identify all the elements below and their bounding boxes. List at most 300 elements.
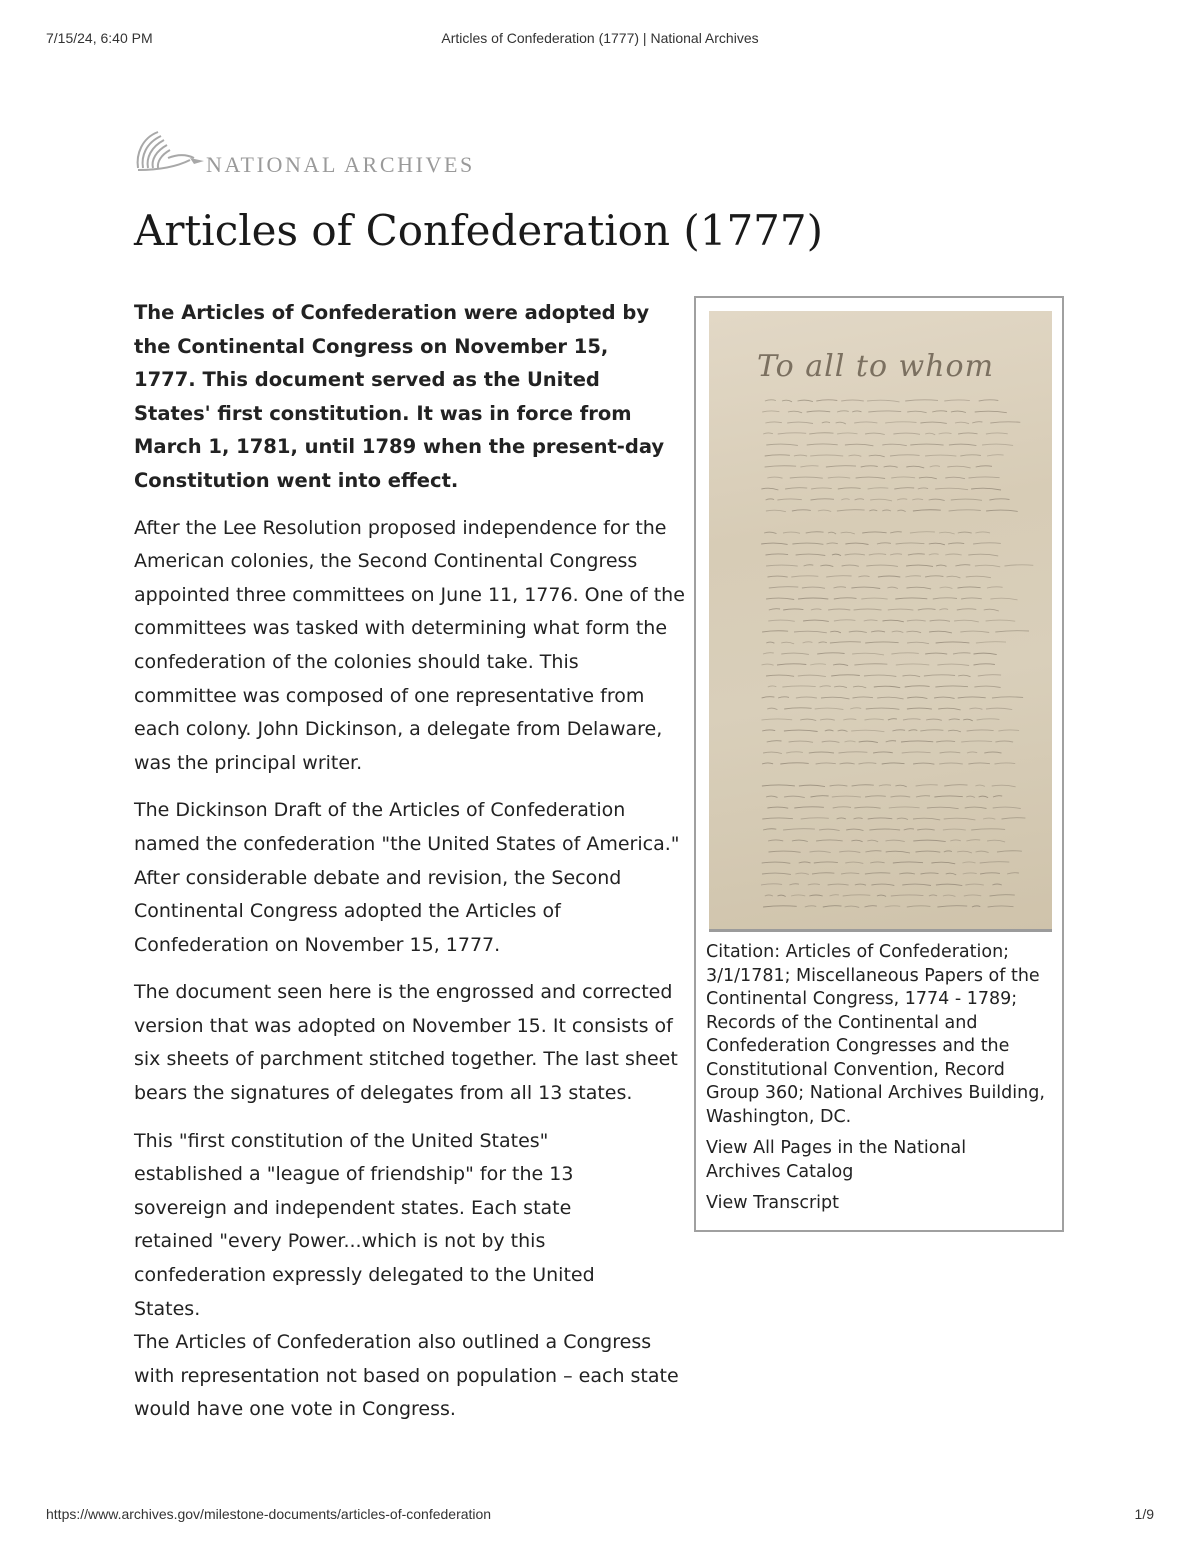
handwriting-stroke bbox=[916, 796, 930, 797]
body-paragraph-2: The Dickinson Draft of the Articles of Confederation named the confederation "the United States of America." After considerable debate and revision, the Second Continental Congress adopted the Articles of Confederation on November 15, 1777. bbox=[134, 799, 680, 956]
handwriting-stroke bbox=[777, 499, 801, 500]
handwriting-stroke bbox=[932, 411, 947, 412]
handwriting-stroke bbox=[811, 796, 829, 797]
national-archives-logo[interactable] bbox=[134, 128, 474, 178]
handwriting-stroke bbox=[907, 906, 931, 907]
handwriting-stroke bbox=[944, 400, 970, 401]
handwriting-stroke bbox=[803, 620, 829, 621]
handwriting-stroke bbox=[852, 411, 861, 412]
handwriting-stroke bbox=[841, 873, 859, 874]
handwriting-stroke bbox=[893, 433, 920, 434]
handwriting-stroke bbox=[940, 752, 961, 753]
handwriting-stroke bbox=[854, 807, 880, 808]
handwriting-stroke bbox=[987, 455, 1004, 456]
handwriting-stroke bbox=[958, 675, 970, 677]
handwriting-stroke bbox=[766, 796, 777, 797]
handwriting-stroke bbox=[986, 708, 1012, 709]
handwriting-stroke bbox=[843, 719, 856, 720]
handwriting-stroke bbox=[869, 829, 900, 830]
handwriting-stroke bbox=[831, 675, 860, 676]
handwriting-stroke bbox=[920, 422, 946, 423]
handwriting-stroke bbox=[951, 499, 982, 500]
handwriting-stroke bbox=[856, 477, 886, 478]
handwriting-stroke bbox=[990, 598, 1017, 600]
handwriting-stroke bbox=[958, 433, 977, 434]
handwriting-stroke bbox=[995, 741, 1013, 742]
handwriting-stroke bbox=[778, 433, 807, 434]
handwriting-stroke bbox=[916, 785, 938, 786]
handwriting-stroke bbox=[899, 873, 915, 874]
handwriting-stroke bbox=[886, 741, 896, 742]
print-page-title: Articles of Confederation (1777) | National Archives bbox=[441, 30, 759, 46]
handwriting-stroke bbox=[943, 895, 956, 896]
handwriting-stroke bbox=[859, 741, 878, 742]
handwriting-stroke bbox=[800, 466, 818, 467]
handwriting-stroke bbox=[798, 598, 828, 599]
handwriting-stroke bbox=[883, 620, 904, 622]
handwriting-stroke bbox=[893, 862, 923, 863]
handwriting-stroke bbox=[865, 642, 898, 643]
handwriting-stroke bbox=[891, 477, 915, 478]
handwriting-stroke bbox=[976, 466, 992, 467]
handwriting-stroke bbox=[980, 862, 1010, 863]
handwriting-stroke bbox=[895, 785, 906, 787]
handwriting-stroke bbox=[820, 719, 835, 720]
handwriting-stroke bbox=[901, 741, 933, 742]
handwriting-stroke bbox=[837, 411, 849, 412]
handwriting-stroke bbox=[818, 510, 831, 511]
handwriting-stroke bbox=[975, 532, 990, 533]
handwriting-stroke bbox=[902, 884, 931, 885]
handwriting-stroke bbox=[992, 697, 1023, 698]
handwriting-stroke bbox=[828, 532, 836, 534]
image-heading-script: To all to whom bbox=[757, 349, 995, 384]
articles-of-confederation-image[interactable] bbox=[709, 311, 1052, 932]
handwriting-stroke bbox=[889, 807, 920, 808]
handwriting-stroke bbox=[781, 642, 794, 644]
handwriting-stroke bbox=[834, 598, 857, 599]
handwriting-stroke bbox=[859, 763, 877, 764]
handwriting-stroke bbox=[865, 433, 885, 434]
handwriting-stroke bbox=[802, 587, 825, 588]
handwriting-stroke bbox=[944, 818, 976, 820]
handwriting-stroke bbox=[969, 708, 982, 709]
handwriting-stroke bbox=[828, 884, 849, 885]
handwriting-stroke bbox=[877, 697, 903, 699]
handwriting-stroke bbox=[767, 741, 782, 742]
handwriting-stroke bbox=[784, 796, 805, 797]
handwriting-stroke bbox=[762, 785, 795, 786]
handwriting-stroke bbox=[939, 763, 963, 764]
handwriting-stroke bbox=[821, 697, 850, 699]
handwriting-stroke bbox=[948, 543, 964, 544]
figure-caption bbox=[706, 941, 1046, 1224]
handwriting-stroke bbox=[867, 840, 878, 842]
handwriting-stroke bbox=[817, 653, 844, 654]
handwriting-stroke bbox=[852, 653, 884, 655]
handwriting-stroke bbox=[938, 708, 960, 710]
handwriting-stroke bbox=[910, 532, 935, 533]
handwriting-stroke bbox=[1005, 565, 1034, 566]
handwriting-stroke bbox=[920, 730, 943, 731]
handwriting-stroke bbox=[877, 543, 891, 544]
handwriting-stroke bbox=[783, 829, 815, 830]
handwriting-stroke bbox=[890, 554, 902, 555]
handwriting-stroke bbox=[849, 455, 862, 456]
handwriting-stroke bbox=[845, 906, 860, 907]
handwriting-stroke bbox=[838, 730, 848, 731]
handwriting-stroke bbox=[907, 697, 927, 698]
handwriting-stroke bbox=[965, 807, 987, 808]
handwriting-stroke bbox=[897, 818, 908, 819]
handwriting-stroke bbox=[917, 829, 935, 830]
body-paragraph-3: The document seen here is the engrossed and corrected version that was adopted on November 15. It consists of six sheets of parchment stitched together. The last sheet bears the signatures of delegates from all 13 states. bbox=[134, 981, 678, 1105]
handwriting-stroke bbox=[974, 664, 995, 665]
handwriting-stroke bbox=[854, 818, 863, 819]
handwriting-stroke bbox=[803, 642, 813, 643]
handwriting-stroke bbox=[766, 499, 775, 500]
handwriting-stroke bbox=[785, 488, 807, 489]
handwriting-stroke bbox=[948, 730, 961, 732]
handwriting-stroke bbox=[912, 499, 923, 500]
handwriting-stroke bbox=[916, 851, 941, 852]
handwriting-stroke bbox=[836, 422, 846, 424]
handwriting-stroke bbox=[784, 730, 818, 731]
handwriting-stroke bbox=[855, 884, 866, 885]
handwriting-stroke bbox=[849, 631, 867, 632]
handwriting-stroke bbox=[944, 851, 952, 852]
handwriting-stroke bbox=[761, 543, 787, 544]
handwriting-stroke bbox=[882, 510, 891, 511]
handwriting-stroke bbox=[786, 752, 803, 753]
handwriting-stroke bbox=[830, 642, 861, 643]
handwriting-stroke bbox=[814, 862, 838, 863]
handwriting-stroke bbox=[966, 576, 991, 578]
page-title: Articles of Confederation (1777) bbox=[134, 206, 824, 255]
handwriting-stroke bbox=[790, 477, 823, 478]
handwriting-stroke bbox=[902, 752, 931, 753]
handwriting-stroke bbox=[986, 620, 1016, 621]
handwriting-stroke bbox=[895, 598, 927, 599]
view-transcript-link[interactable]: View Transcript bbox=[706, 1193, 839, 1213]
handwriting-stroke bbox=[919, 477, 937, 479]
handwriting-stroke bbox=[858, 576, 869, 577]
handwriting-stroke bbox=[767, 807, 788, 808]
handwriting-stroke bbox=[765, 400, 776, 401]
handwriting-stroke bbox=[866, 708, 900, 709]
handwriting-stroke bbox=[762, 719, 793, 720]
handwriting-stroke bbox=[841, 532, 855, 534]
handwriting-stroke bbox=[904, 829, 914, 830]
handwriting-stroke bbox=[763, 752, 782, 753]
handwriting-stroke bbox=[816, 763, 836, 764]
handwriting-stroke bbox=[903, 719, 921, 720]
handwriting-stroke bbox=[896, 664, 930, 665]
handwriting-stroke bbox=[830, 895, 839, 896]
handwriting-stroke bbox=[980, 873, 1000, 874]
handwriting-stroke bbox=[979, 796, 989, 797]
handwriting-stroke bbox=[815, 708, 844, 709]
handwriting-stroke bbox=[783, 532, 800, 533]
handwriting-stroke bbox=[982, 444, 1013, 445]
handwriting-stroke bbox=[967, 730, 994, 731]
handwriting-stroke bbox=[828, 609, 850, 610]
handwriting-stroke bbox=[766, 565, 798, 566]
handwriting-stroke bbox=[868, 488, 889, 489]
handwriting-stroke bbox=[929, 554, 939, 555]
handwriting-stroke bbox=[796, 554, 826, 555]
handwriting-stroke bbox=[855, 499, 864, 500]
handwriting-stroke bbox=[811, 488, 832, 489]
handwriting-stroke bbox=[989, 499, 1009, 500]
handwriting-stroke bbox=[871, 884, 894, 885]
handwriting-stroke bbox=[892, 730, 905, 731]
handwriting-stroke bbox=[799, 785, 825, 786]
handwriting-stroke bbox=[864, 620, 878, 621]
handwriting-stroke bbox=[801, 818, 829, 819]
handwriting-stroke bbox=[885, 422, 916, 423]
handwriting-stroke bbox=[768, 686, 777, 687]
handwriting-stroke bbox=[892, 631, 904, 632]
handwriting-stroke bbox=[762, 818, 793, 819]
handwriting-stroke bbox=[819, 642, 827, 643]
citation-text: Citation: Articles of Confederation; 3/1/1781; Miscellaneous Papers of the Continental Congress, 1774 - 1789; Records of the Continental and Confederation Congresses and the Constitutional Convention, Record Group 360; National Archives Building, Washington, DC. bbox=[706, 942, 1045, 1127]
handwriting-stroke bbox=[792, 543, 823, 544]
handwriting-stroke bbox=[961, 598, 982, 599]
handwriting-stroke bbox=[832, 796, 861, 797]
logo-text: NATIONAL ARCHIVES bbox=[206, 152, 475, 177]
handwriting-stroke bbox=[891, 796, 911, 797]
handwriting-stroke bbox=[798, 400, 813, 401]
handwriting-stroke bbox=[762, 411, 779, 412]
handwriting-stroke bbox=[995, 763, 1016, 764]
handwriting-stroke bbox=[822, 422, 830, 423]
handwriting-stroke bbox=[987, 587, 1003, 588]
handwriting-stroke bbox=[762, 697, 775, 698]
handwriting-stroke bbox=[784, 708, 811, 709]
handwriting-stroke bbox=[866, 565, 898, 566]
handwriting-texture bbox=[709, 311, 1052, 929]
handwriting-stroke bbox=[984, 752, 1001, 753]
handwriting-stroke bbox=[766, 675, 794, 676]
handwriting-stroke bbox=[913, 818, 940, 820]
handwriting-stroke bbox=[992, 785, 1016, 787]
handwriting-stroke bbox=[851, 730, 884, 732]
handwriting-stroke bbox=[766, 598, 794, 599]
handwriting-stroke bbox=[936, 741, 955, 742]
handwriting-stroke bbox=[905, 686, 930, 687]
handwriting-stroke bbox=[763, 829, 776, 830]
handwriting-stroke bbox=[792, 840, 808, 841]
handwriting-stroke bbox=[838, 488, 861, 489]
handwriting-stroke bbox=[780, 763, 808, 764]
handwriting-stroke bbox=[882, 763, 905, 764]
handwriting-stroke bbox=[861, 466, 878, 467]
handwriting-stroke bbox=[913, 840, 945, 841]
handwriting-stroke bbox=[798, 675, 826, 676]
handwriting-stroke bbox=[945, 554, 962, 555]
handwriting-stroke bbox=[762, 730, 775, 731]
handwriting-stroke bbox=[990, 422, 1020, 423]
handwriting-stroke bbox=[862, 532, 886, 533]
handwriting-stroke bbox=[794, 455, 807, 456]
handwriting-stroke bbox=[971, 829, 1005, 830]
handwriting-stroke bbox=[897, 510, 905, 511]
handwriting-stroke bbox=[788, 411, 802, 413]
handwriting-stroke bbox=[936, 884, 962, 885]
handwriting-stroke bbox=[954, 620, 979, 622]
handwriting-stroke bbox=[845, 444, 874, 446]
handwriting-stroke bbox=[868, 818, 893, 819]
handwriting-stroke bbox=[888, 609, 914, 610]
handwriting-stroke bbox=[975, 565, 1000, 567]
handwriting-stroke bbox=[978, 675, 1001, 676]
handwriting-stroke bbox=[839, 851, 860, 852]
view-catalog-link[interactable]: View All Pages in the National Archives Catalog bbox=[706, 1138, 967, 1182]
handwriting-stroke bbox=[949, 719, 960, 720]
handwriting-stroke bbox=[879, 785, 891, 786]
handwriting-stroke bbox=[946, 873, 957, 875]
handwriting-stroke bbox=[935, 488, 968, 490]
handwriting-stroke bbox=[837, 510, 865, 511]
handwriting-stroke bbox=[816, 840, 843, 841]
handwriting-stroke bbox=[854, 609, 882, 610]
eagle-icon bbox=[134, 128, 206, 174]
handwriting-stroke bbox=[820, 565, 833, 566]
handwriting-stroke bbox=[864, 675, 896, 676]
handwriting-stroke bbox=[947, 576, 961, 578]
handwriting-stroke bbox=[986, 510, 1018, 511]
handwriting-stroke bbox=[789, 741, 813, 742]
handwriting-stroke bbox=[983, 818, 995, 819]
handwriting-stroke bbox=[791, 895, 805, 896]
handwriting-stroke bbox=[789, 884, 799, 885]
handwriting-stroke bbox=[839, 752, 868, 753]
handwriting-stroke bbox=[811, 499, 835, 500]
handwriting-stroke bbox=[762, 631, 788, 632]
handwriting-stroke bbox=[977, 719, 1000, 720]
handwriting-stroke bbox=[810, 851, 831, 852]
handwriting-stroke bbox=[907, 708, 932, 709]
handwriting-stroke bbox=[810, 455, 843, 456]
handwriting-stroke bbox=[939, 532, 955, 534]
print-footer bbox=[46, 1506, 1154, 1526]
handwriting-stroke bbox=[903, 675, 921, 677]
handwriting-stroke bbox=[833, 807, 851, 808]
handwriting-stroke bbox=[945, 477, 965, 479]
handwriting-stroke bbox=[913, 510, 941, 511]
handwriting-stroke bbox=[819, 829, 840, 830]
lede-paragraph: The Articles of Confederation were adopted by the Continental Congress on November 15, 1777. This document served as the United States' first constitution. It was in force from March 1, 1781, until 1789 when the present-day Constitution went into effect. bbox=[134, 301, 665, 492]
handwriting-stroke bbox=[965, 884, 983, 885]
handwriting-stroke bbox=[833, 664, 848, 665]
handwriting-stroke bbox=[851, 840, 862, 842]
handwriting-stroke bbox=[873, 752, 893, 753]
handwriting-stroke bbox=[778, 697, 789, 698]
handwriting-stroke bbox=[854, 422, 877, 423]
handwriting-stroke bbox=[782, 686, 815, 687]
handwriting-stroke bbox=[869, 510, 877, 511]
handwriting-stroke bbox=[885, 906, 901, 907]
handwriting-stroke bbox=[906, 631, 921, 633]
page-url: https://www.archives.gov/milestone-documents/articles-of-confederation bbox=[46, 1506, 492, 1522]
handwriting-stroke bbox=[930, 466, 940, 467]
handwriting-stroke bbox=[765, 895, 773, 896]
handwriting-stroke bbox=[787, 422, 813, 423]
handwriting-stroke bbox=[812, 873, 834, 874]
handwriting-stroke bbox=[1007, 873, 1019, 874]
handwriting-stroke bbox=[878, 576, 900, 577]
handwriting-stroke bbox=[853, 686, 866, 688]
handwriting-stroke bbox=[936, 565, 947, 566]
handwriting-stroke bbox=[979, 400, 999, 401]
handwriting-stroke bbox=[973, 543, 1001, 544]
handwriting-stroke bbox=[869, 554, 886, 555]
handwriting-stroke bbox=[807, 411, 831, 412]
handwriting-stroke bbox=[834, 587, 846, 588]
handwriting-stroke bbox=[933, 598, 957, 599]
handwriting-stroke bbox=[830, 631, 841, 633]
handwriting-stroke bbox=[769, 587, 799, 588]
handwriting-stroke bbox=[966, 840, 980, 841]
handwriting-stroke bbox=[967, 752, 977, 753]
handwriting-stroke bbox=[907, 411, 926, 413]
handwriting-stroke bbox=[782, 400, 792, 402]
handwriting-stroke bbox=[974, 686, 1000, 687]
handwriting-stroke bbox=[865, 796, 886, 797]
handwriting-stroke bbox=[907, 642, 929, 644]
handwriting-stroke bbox=[794, 631, 827, 633]
handwriting-stroke bbox=[905, 400, 938, 401]
body-paragraph-1: After the Lee Resolution proposed independence for the American colonies, the Second Continental Congress appointed three committees on June 11, 1776. One of the committees was tasked with determining what form the confederation of the colonies should take. This committee was composed of one representative from each colony. John Dickinson, a delegate from Delaware, was the principal writer. bbox=[134, 516, 685, 774]
handwriting-stroke bbox=[832, 554, 841, 555]
handwriting-stroke bbox=[906, 466, 924, 468]
handwriting-stroke bbox=[854, 664, 887, 665]
handwriting-stroke bbox=[804, 565, 814, 566]
handwriting-stroke bbox=[851, 587, 880, 588]
handwriting-stroke bbox=[850, 708, 861, 709]
handwriting-stroke bbox=[811, 609, 822, 610]
handwriting-stroke bbox=[874, 686, 900, 688]
handwriting-stroke bbox=[791, 576, 818, 577]
handwriting-stroke bbox=[768, 840, 783, 841]
handwriting-stroke bbox=[834, 686, 847, 688]
handwriting-stroke bbox=[809, 433, 833, 434]
handwriting-stroke bbox=[768, 620, 795, 621]
handwriting-stroke bbox=[971, 488, 1001, 490]
handwriting-stroke bbox=[962, 862, 975, 863]
handwriting-stroke bbox=[852, 785, 874, 786]
handwriting-stroke bbox=[823, 906, 842, 907]
handwriting-stroke bbox=[993, 796, 1002, 797]
handwriting-stroke bbox=[937, 664, 969, 665]
handwriting-stroke bbox=[925, 433, 935, 435]
handwriting-stroke bbox=[794, 807, 824, 808]
handwriting-stroke bbox=[884, 466, 898, 467]
handwriting-stroke bbox=[931, 862, 955, 864]
page-number: 1/9 bbox=[1134, 1506, 1154, 1522]
handwriting-stroke bbox=[763, 653, 774, 654]
handwriting-stroke bbox=[886, 840, 905, 841]
handwriting-stroke bbox=[845, 543, 868, 544]
handwriting-stroke bbox=[935, 686, 968, 687]
handwriting-stroke bbox=[906, 565, 933, 566]
handwriting-stroke bbox=[929, 543, 945, 545]
handwriting-stroke bbox=[968, 554, 998, 556]
handwriting-stroke bbox=[961, 741, 992, 742]
handwriting-stroke bbox=[974, 653, 997, 654]
body-paragraph-4 bbox=[134, 1125, 686, 1427]
